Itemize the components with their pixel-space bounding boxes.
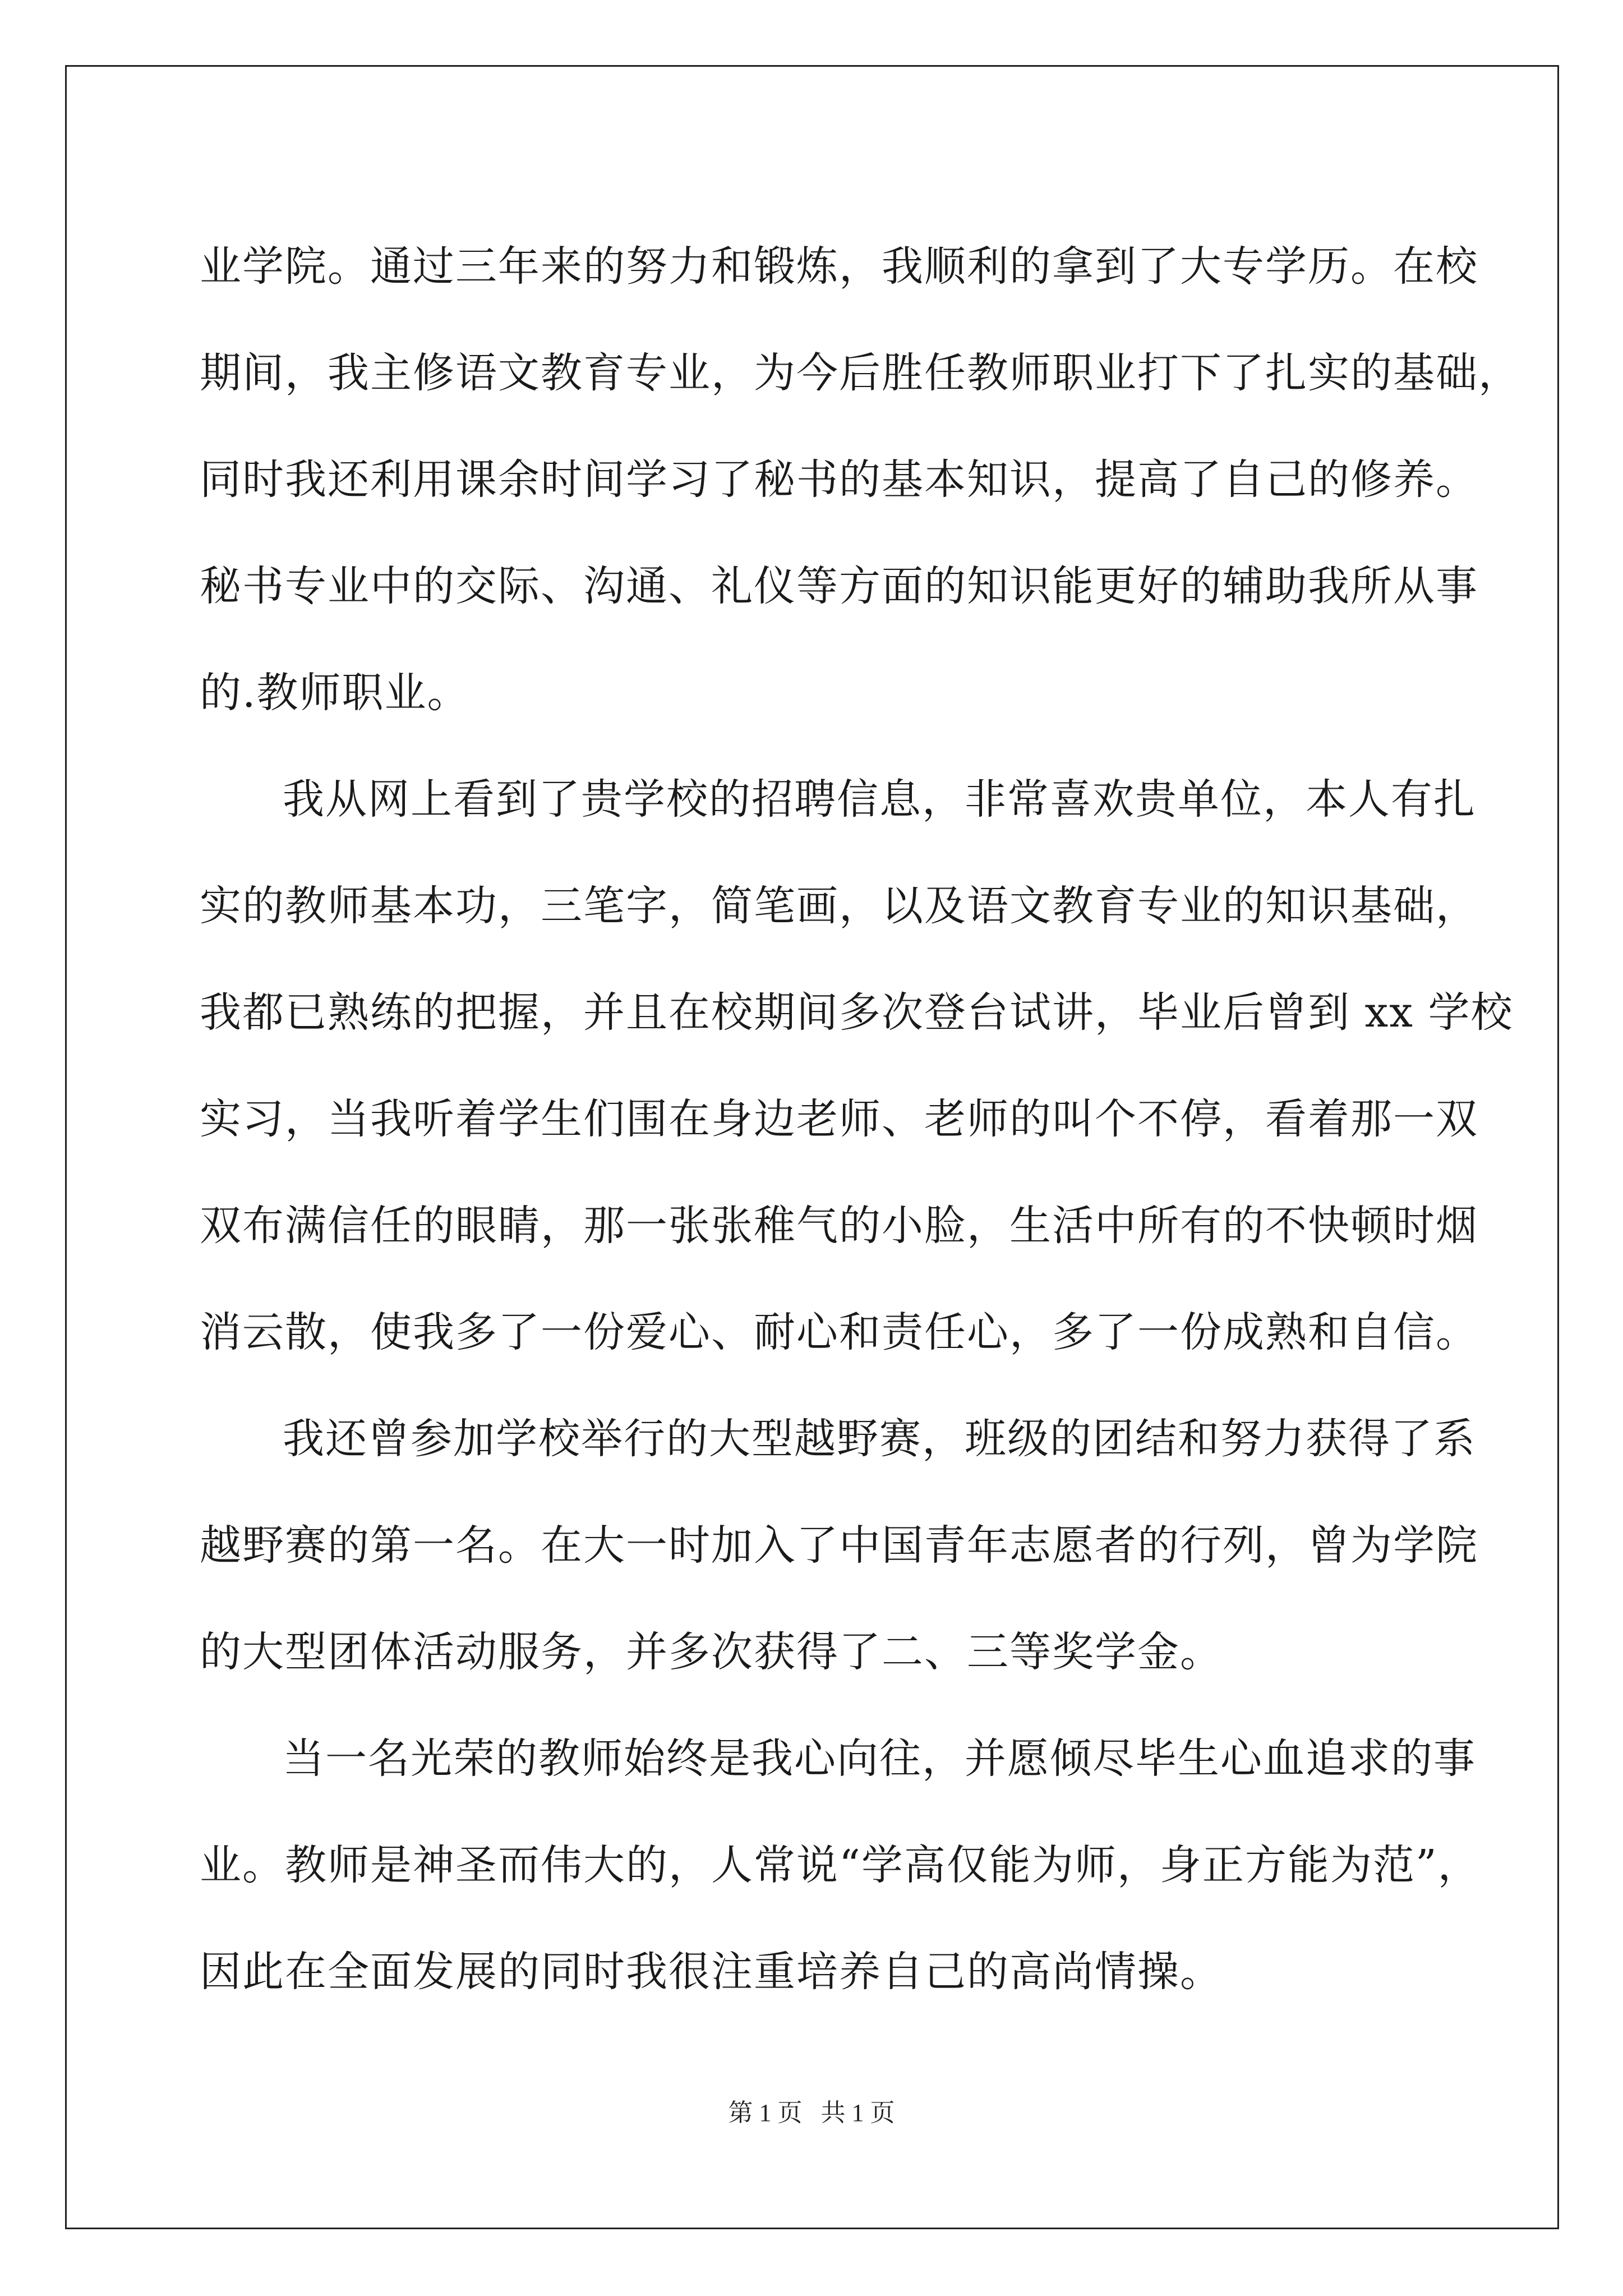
- text-line: 的.教师职业。: [200, 669, 470, 717]
- text-line: 我从网上看到了贵学校的招聘信息，非常喜欢贵单位，本人有扎: [283, 775, 1476, 823]
- page-number: 第 1 页 共 1 页: [728, 2099, 895, 2127]
- text-line: 消云散，使我多了一份爱心、耐心和责任心，多了一份成熟和自信。: [200, 1308, 1478, 1356]
- text-line: 当一名光荣的教师始终是我心向往，并愿倾尽毕生心血追求的事: [283, 1734, 1476, 1783]
- text-line: 期间，我主修语文教育专业，为今后胜任教师职业打下了扎实的基础，: [200, 349, 1521, 397]
- text-line: 实的教师基本功，三笔字，简笔画，以及语文教育专业的知识基础，: [200, 882, 1478, 930]
- text-line: 业学院。通过三年来的努力和锻炼，我顺利的拿到了大专学历。在校: [200, 242, 1478, 291]
- text-line: 的大型团体活动服务，并多次获得了二、三等奖学金。: [200, 1628, 1223, 1676]
- text-line: 双布满信任的眼睛，那一张张稚气的小脸，生活中所有的不快顿时烟: [200, 1202, 1478, 1250]
- text-line: 实习，当我听着学生们围在身边老师、老师的叫个不停，看着那一双: [200, 1095, 1478, 1143]
- text-line: 越野赛的第一名。在大一时加入了中国青年志愿者的行列，曾为学院: [200, 1521, 1478, 1570]
- document-body: [200, 213, 1521, 2025]
- text-line: 因此在全面发展的同时我很注重培养自己的高尚情操。: [200, 1948, 1223, 1996]
- text-line: 业。教师是神圣而伟大的，人常说“学高仅能为师，身正方能为范”，: [200, 1841, 1481, 1889]
- text-line: 我都已熟练的把握，并且在校期间多次登台试讲，毕业后曾到 xx 学校: [200, 988, 1514, 1037]
- text-line: 秘书专业中的交际、沟通、礼仪等方面的知识能更好的辅助我所从事: [200, 562, 1478, 610]
- text-line: 同时我还利用课余时间学习了秘书的基本知识，提高了自己的修养。: [200, 455, 1478, 504]
- text-line: 我还曾参加学校举行的大型越野赛，班级的团结和努力获得了系: [283, 1415, 1476, 1463]
